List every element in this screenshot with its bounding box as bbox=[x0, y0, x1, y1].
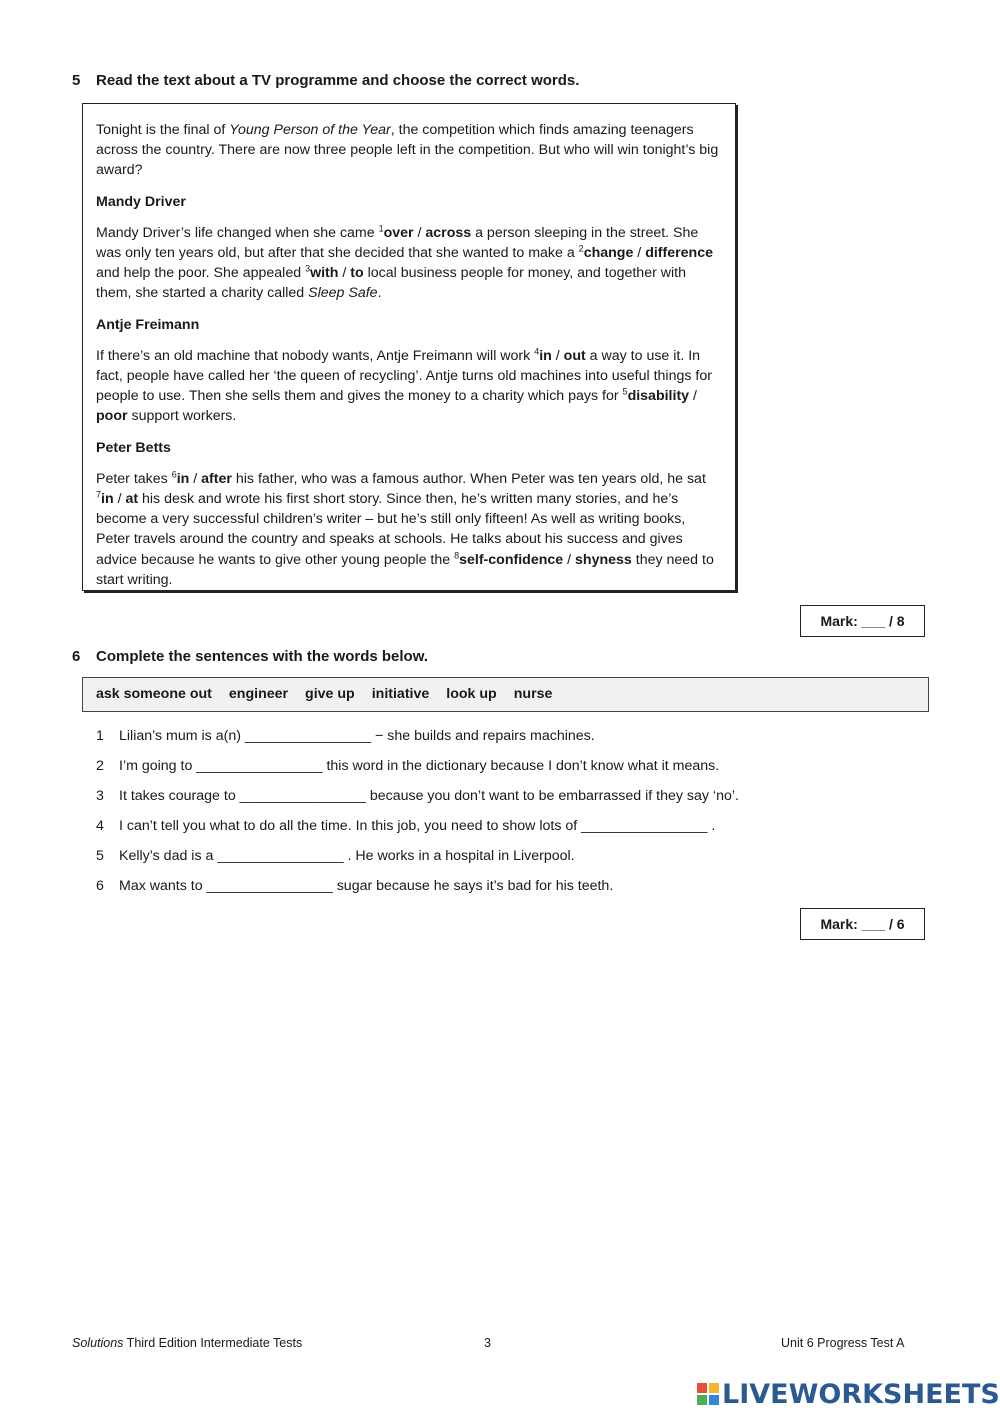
mark-box-exercise-5: Mark: ___ / 8 bbox=[800, 605, 925, 637]
exercise-instruction: Read the text about a TV programme and choose the correct words. bbox=[96, 72, 580, 89]
paragraph-mandy: Mandy Driver’s life changed when she came $^1$over / across a person sleeping in the street. She was only ten years old, but after that she decided that she wanted to make a $^2$change / difference and help the poor. She appealed $^3$with / to local business people for money, and together with them, she started a charity called Sleep Safe. bbox=[96, 223, 713, 302]
logo-text: LIVEWORKSHEETS bbox=[722, 1378, 1000, 1410]
word-bank-item: engineer bbox=[228, 686, 289, 702]
programme-title: Young Person of the Year bbox=[229, 122, 391, 138]
section-heading-antje: Antje Freimann bbox=[96, 316, 200, 333]
exercise-5-heading bbox=[72, 72, 579, 89]
gap-number: 8 bbox=[454, 549, 460, 560]
liveworksheets-logo[interactable] bbox=[697, 1377, 1000, 1411]
word-bank-item: ask someone out bbox=[96, 686, 212, 702]
paragraph-peter: Peter takes $^6$in / after his father, who was a famous author. When Peter was ten years old, he sat $^7$in / at his desk and wrote his first short story. Since then, he’s written many stories, and he’s become a very successful children’s writer – but he’s still only fifteen! As well as writing books, Peter travels around the country and speaks at schools. He talks about his success and gives advice because he wants to give other young people the $^8$self-confidence / shyness they need to start writing. bbox=[96, 469, 714, 588]
word-bank bbox=[82, 677, 929, 712]
choice-option[interactable]: across bbox=[425, 224, 472, 241]
choice-option[interactable]: difference bbox=[645, 245, 713, 262]
paragraph-antje: If there’s an old machine that nobody wants, Antje Freimann will work $^4$in / out a way to use it. In fact, people have called her ‘the queen of recycling’. Antje turns old machines into useful things for people to use. Then she sells them and gives the money to a charity which pays for $^5$disability / poor support workers. bbox=[96, 346, 712, 425]
charity-name: Sleep Safe bbox=[308, 285, 378, 302]
sentence-item[interactable] bbox=[96, 755, 916, 785]
sentence-text: Kelly’s dad is a ________________ . He works in a hospital in Liverpool. bbox=[119, 848, 575, 865]
exercise-number: 5 bbox=[72, 72, 81, 89]
sentence-number: 3 bbox=[96, 788, 104, 805]
exercise-number: 6 bbox=[72, 648, 81, 665]
footer-test-name: Unit 6 Progress Test A bbox=[781, 1336, 905, 1350]
choice-option[interactable]: in bbox=[539, 347, 552, 364]
gap-number: 4 bbox=[534, 346, 540, 357]
sentence-text: I can’t tell you what to do all the time. In this job, you need to show lots of ________________ . bbox=[119, 818, 716, 835]
logo-square bbox=[697, 1383, 707, 1393]
sentence-text: Max wants to ________________ sugar because he says it’s bad for his teeth. bbox=[119, 878, 614, 895]
sentence-item[interactable] bbox=[96, 785, 916, 815]
word-bank-item: look up bbox=[446, 686, 497, 702]
choice-option[interactable]: in bbox=[101, 491, 114, 508]
logo-square bbox=[709, 1383, 719, 1393]
intro-paragraph: Tonight is the final of Young Person of the Year, the competition which finds amazing teenagers across the country. There are now three people left in the competition. But who will win tonight’s big award? bbox=[96, 122, 719, 179]
mark-box-exercise-6: Mark: ___ / 6 bbox=[800, 908, 925, 940]
logo-square bbox=[697, 1395, 707, 1405]
word-bank-item: initiative bbox=[371, 686, 430, 702]
choice-option[interactable]: poor bbox=[96, 408, 128, 425]
gap-number: 3 bbox=[305, 263, 311, 274]
sentence-text: Lilian’s mum is a(n) ________________ − she builds and repairs machines. bbox=[119, 728, 595, 744]
sentence-number: 2 bbox=[96, 758, 104, 775]
choice-option[interactable]: at bbox=[125, 491, 139, 508]
choice-option[interactable]: out bbox=[563, 347, 586, 364]
sentence-number: 1 bbox=[96, 728, 104, 744]
footer-book-title: Solutions Third Edition Intermediate Tests bbox=[72, 1336, 303, 1350]
gap-number: 1 bbox=[378, 223, 384, 234]
sentence-number: 6 bbox=[96, 878, 104, 895]
gap-number: 2 bbox=[578, 243, 584, 254]
exercise-6-heading bbox=[72, 648, 428, 665]
choice-option[interactable]: to bbox=[350, 265, 364, 282]
sentence-list bbox=[96, 725, 916, 906]
choice-option[interactable]: change bbox=[583, 245, 634, 262]
sentence-text: I’m going to ________________ this word in the dictionary because I don’t know what it means. bbox=[119, 758, 720, 775]
choice-option[interactable]: disability bbox=[627, 388, 690, 405]
exercise-instruction: Complete the sentences with the words below. bbox=[96, 648, 428, 665]
choice-option[interactable]: over bbox=[383, 224, 414, 241]
footer-page-number: 3 bbox=[484, 1336, 491, 1350]
choice-option[interactable]: in bbox=[176, 470, 190, 487]
gap-number: 6 bbox=[171, 469, 177, 480]
choice-option[interactable]: shyness bbox=[575, 551, 632, 568]
sentence-item[interactable] bbox=[96, 845, 916, 875]
choice-option[interactable]: after bbox=[201, 470, 232, 487]
word-bank-item: give up bbox=[305, 686, 355, 702]
section-heading-mandy: Mandy Driver bbox=[96, 193, 186, 210]
gap-number: 7 bbox=[96, 489, 102, 500]
word-bank-item: nurse bbox=[513, 686, 553, 702]
gap-number: 5 bbox=[622, 386, 628, 397]
choice-option[interactable]: with bbox=[310, 265, 339, 282]
choice-option[interactable]: self-confidence bbox=[459, 551, 564, 568]
sentence-text: It takes courage to ________________ because you don’t want to be embarrassed if they say ‘no’. bbox=[119, 788, 739, 805]
sentence-item[interactable] bbox=[96, 725, 916, 755]
sentence-number: 4 bbox=[96, 818, 104, 835]
logo-icon bbox=[697, 1383, 719, 1405]
sentence-item[interactable] bbox=[96, 815, 916, 845]
logo-square bbox=[709, 1395, 719, 1405]
sentence-item[interactable] bbox=[96, 875, 916, 905]
reading-text-box bbox=[82, 103, 736, 591]
section-heading-peter: Peter Betts bbox=[96, 439, 171, 456]
sentence-number: 5 bbox=[96, 848, 104, 865]
